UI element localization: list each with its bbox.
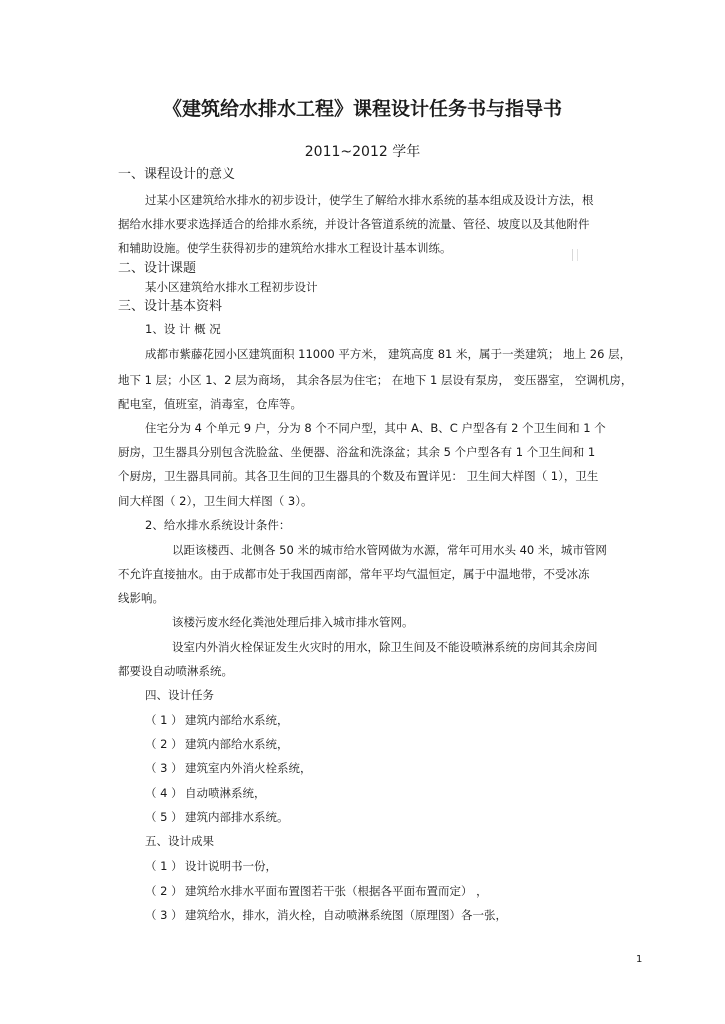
- section-3-p1-line-2: 地下 1 层；小区 1、2 层为商场， 其余各层为住宅； 在地下 1 层设有泵房， 变压器室， 空调机房，: [118, 373, 633, 387]
- section-3-heading: 三、设计基本资料: [118, 299, 223, 314]
- task-number: （ 1 ）: [145, 713, 183, 727]
- section-1-heading: 一、课程设计的意义: [118, 167, 236, 182]
- section-3-p2-line-1: 住宅分为 4 个单元 9 户，分为 8 个不同户型，其中 A、B、C 户型各有 2 个卫生间和 1 个: [145, 421, 606, 435]
- task-number: （ 4 ）: [145, 786, 183, 800]
- deliverable-number: （ 3 ）: [145, 908, 183, 922]
- section-3-p5-line-1: 设室内外消火栓保证发生火灾时的用水，除卫生间及不能设喷淋系统的房间其余房间: [172, 640, 598, 654]
- section-1-line-1: 过某小区建筑给水排水的初步设计，使学生了解给水排水系统的基本组成及设计方法，根: [145, 193, 594, 207]
- scan-mark: [572, 249, 573, 261]
- section-1-line-3: 和辅助设施。使学生获得初步的建筑给水排水工程设计基本训练。: [118, 241, 452, 255]
- section-3-p4: 该楼污废水经化粪池处理后排入城市排水管网。: [172, 615, 414, 629]
- deliverable-number: （ 1 ）: [145, 859, 183, 873]
- deliverable-text: 建筑给水排水平面布置图若干张（根据各平面布置而定） ，: [185, 884, 488, 898]
- section-3-p5-line-2: 都要设自动喷淋系统。: [118, 664, 233, 678]
- task-text: 建筑内部排水系统。: [185, 810, 289, 824]
- section-2-line: 某小区建筑给水排水工程初步设计: [145, 280, 318, 294]
- section-3-p3-line-3: 线影响。: [118, 591, 164, 605]
- section-3-p3-line-2: 不允许直接抽水。由于成都市处于我国西南部，常年平均气温恒定，属于中温地带，不受冰冻: [118, 567, 590, 581]
- document-title: 《建筑给水排水工程》课程设计任务书与指导书: [162, 98, 562, 120]
- section-3-subheading-2: 2、给水排水系统设计条件：: [145, 518, 291, 532]
- task-text: 建筑内部给水系统，: [185, 713, 289, 727]
- section-4-heading: 四、设计任务: [145, 688, 214, 702]
- section-3-p2-line-4: 间大样图（ 2），卫生间大样图（ 3）。: [118, 494, 313, 508]
- section-3-subheading-1: 1、设 计 概 况: [145, 322, 221, 336]
- deliverable-number: （ 2 ）: [145, 884, 183, 898]
- deliverable-text: 建筑给水，排水，消火栓，自动喷淋系统图（原理图）各一张，: [185, 908, 507, 922]
- section-3-p2-line-2: 厨房，卫生器具分别包含洗脸盆、坐便器、浴盆和洗涤盆；其余 5 个户型各有 1 个卫生间和 1: [118, 445, 596, 459]
- section-2-heading: 二、设计课题: [118, 261, 197, 276]
- section-3-p3-line-1: 以距该楼西、北侧各 50 米的城市给水管网做为水源，常年可用水头 40 米，城市管网: [172, 543, 607, 557]
- task-text: 自动喷淋系统，: [185, 786, 266, 800]
- academic-year: 2011~2012 学年: [304, 144, 421, 160]
- section-5-heading: 五、设计成果: [145, 834, 214, 848]
- task-text: 建筑室内外消火栓系统，: [185, 761, 312, 775]
- deliverable-text: 设计说明书一份，: [185, 859, 277, 873]
- scan-mark: [577, 249, 578, 261]
- section-3-p2-line-3: 个厨房，卫生器具同前。其各卫生间的卫生器具的个数及布置详见： 卫生间大样图（ 1），卫生: [118, 469, 599, 483]
- task-number: （ 3 ）: [145, 761, 183, 775]
- page-number: 1: [636, 954, 643, 965]
- section-3-p1-line-1: 成都市紫藤花园小区建筑面积 11000 平方米， 建筑高度 81 米，属于一类建筑； 地上 26 层，: [145, 347, 632, 361]
- task-number: （ 5 ）: [145, 810, 183, 824]
- section-3-p1-line-3: 配电室，值班室，消毒室，仓库等。: [118, 397, 302, 411]
- task-number: （ 2 ）: [145, 737, 183, 751]
- section-1-line-2: 据给水排水要求选择适合的给排水系统，并设计各管道系统的流量、管径、坡度以及其他附件: [118, 217, 590, 231]
- task-text: 建筑内部给水系统，: [185, 737, 289, 751]
